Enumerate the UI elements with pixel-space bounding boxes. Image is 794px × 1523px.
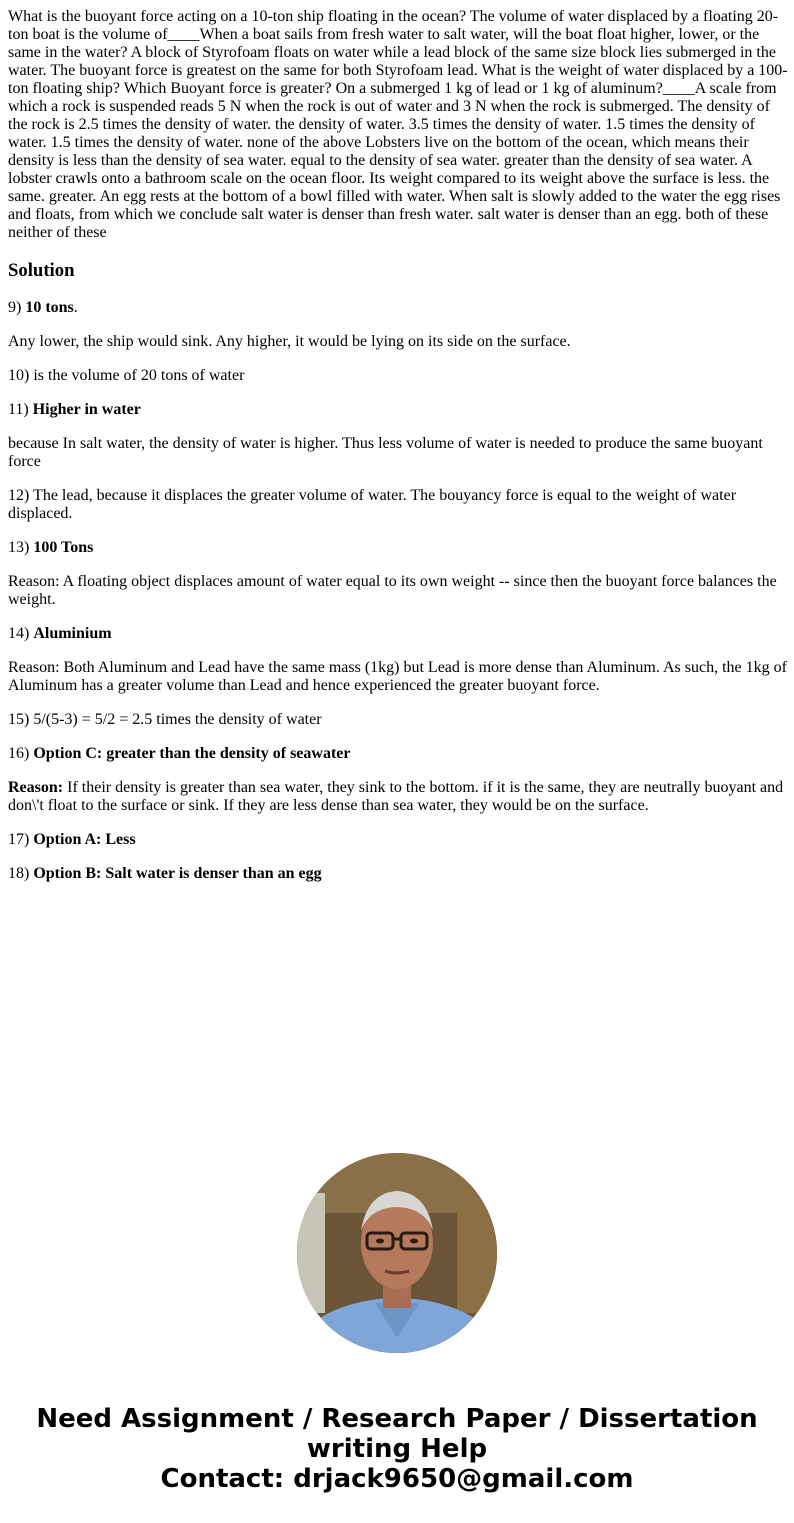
solution-heading: Solution [8, 260, 75, 281]
answer-11-value: Higher in water [32, 401, 141, 418]
footer-contact-email: Contact: drjack9650@gmail.com [160, 1464, 634, 1494]
answer-18 [8, 865, 788, 883]
answer-13 [8, 539, 788, 557]
author-avatar [297, 1153, 497, 1353]
footer-line-2: writing Help [306, 1434, 488, 1464]
document-content [8, 8, 788, 899]
answer-14-number: 14) [8, 625, 34, 642]
answer-15: 15) 5/(5-3) = 5/2 = 2.5 times the density of water [8, 711, 322, 728]
answer-16-reason-label: Reason: [8, 779, 64, 796]
footer-contact [0, 1404, 794, 1494]
answer-14 [8, 625, 788, 643]
answer-9-reason: Any lower, the ship would sink. Any higher, it would be lying on its side on the surface. [8, 333, 571, 350]
answer-16-reason-text: If their density is greater than sea water, they sink to the bottom. if it is the same, they are neutrally buoyant and don\'t float to the surface or sink. If they are less dense than sea water, they would be on the surface. [8, 779, 784, 814]
answer-17-value: Option A: Less [33, 831, 136, 848]
answer-17-number: 17) [8, 831, 34, 848]
answer-14-value: Aluminium [33, 625, 112, 642]
answer-18-number: 18) [8, 865, 34, 882]
answer-9-value: 10 tons [25, 299, 74, 316]
answer-11 [8, 401, 788, 419]
answer-9-number: 9) [8, 299, 26, 316]
answer-14-reason: Reason: Both Aluminum and Lead have the same mass (1kg) but Lead is more dense than Aluminum. As such, the 1kg of Aluminum has a greater volume than Lead and hence experienced the greater buoyant force. [8, 659, 787, 694]
answer-13-number: 13) [8, 539, 34, 556]
answer-12: 12) The lead, because it displaces the greater volume of water. The bouyancy force is equal to the weight of water displaced. [8, 487, 737, 522]
answer-16-value: Option C: greater than the density of seawater [33, 745, 351, 762]
answer-9 [8, 299, 788, 317]
footer-line-1: Need Assignment / Research Paper / Dissertation [36, 1404, 758, 1434]
answer-11-reason: because In salt water, the density of water is higher. Thus less volume of water is needed to produce the same buoyant force [8, 435, 763, 470]
answer-13-reason: Reason: A floating object displaces amount of water equal to its own weight -- since then the buoyant force balances the weight. [8, 573, 777, 608]
author-portrait [297, 1153, 497, 1353]
answer-9-tail: . [73, 299, 78, 316]
answer-17 [8, 831, 788, 849]
question-text: What is the buoyant force acting on a 10-ton ship floating in the ocean? The volume of water displaced by a floating 20-ton boat is the volume of____When a boat sails from fresh water to salt water, will the boat float higher, lower, or the same in the water? A block of Styrofoam floats on water while a lead block of the same size block lies submerged in the water. The buoyant force is greatest on the same for both Styrofoam lead. What is the weight of water displaced by a 100-ton floating ship? Which Buoyant force is greater? On a submerged 1 kg of lead or 1 kg of aluminum?____A scale from which a rock is suspended reads 5 N when the rock is out of water and 3 N when the rock is submerged. The density of the rock is 2.5 times the density of water. the density of water. 3.5 times the density of water. 1.5 times the density of water. 1.5 times the density of water. none of the above Lobsters live on the bottom of the ocean, which means their density is less than the density of sea water. equal to the density of sea water. greater than the density of sea water. A lobster crawls onto a bathroom scale on the ocean floor. Its weight compared to its weight above the surface is less. the same. greater. An egg rests at the bottom of a bowl filled with water. When salt is slowly added to the water the egg rises and floats, from which we conclude salt water is denser than fresh water. salt water is denser than an egg. both of these neither of these [8, 8, 788, 241]
answer-13-value: 100 Tons [33, 539, 94, 556]
answer-16-number: 16) [8, 745, 34, 762]
answer-11-number: 11) [8, 401, 33, 418]
answer-10: 10) is the volume of 20 tons of water [8, 367, 245, 384]
answer-18-value: Option B: Salt water is denser than an egg [33, 865, 322, 882]
answer-16 [8, 745, 788, 763]
answer-16-reason [8, 779, 788, 815]
